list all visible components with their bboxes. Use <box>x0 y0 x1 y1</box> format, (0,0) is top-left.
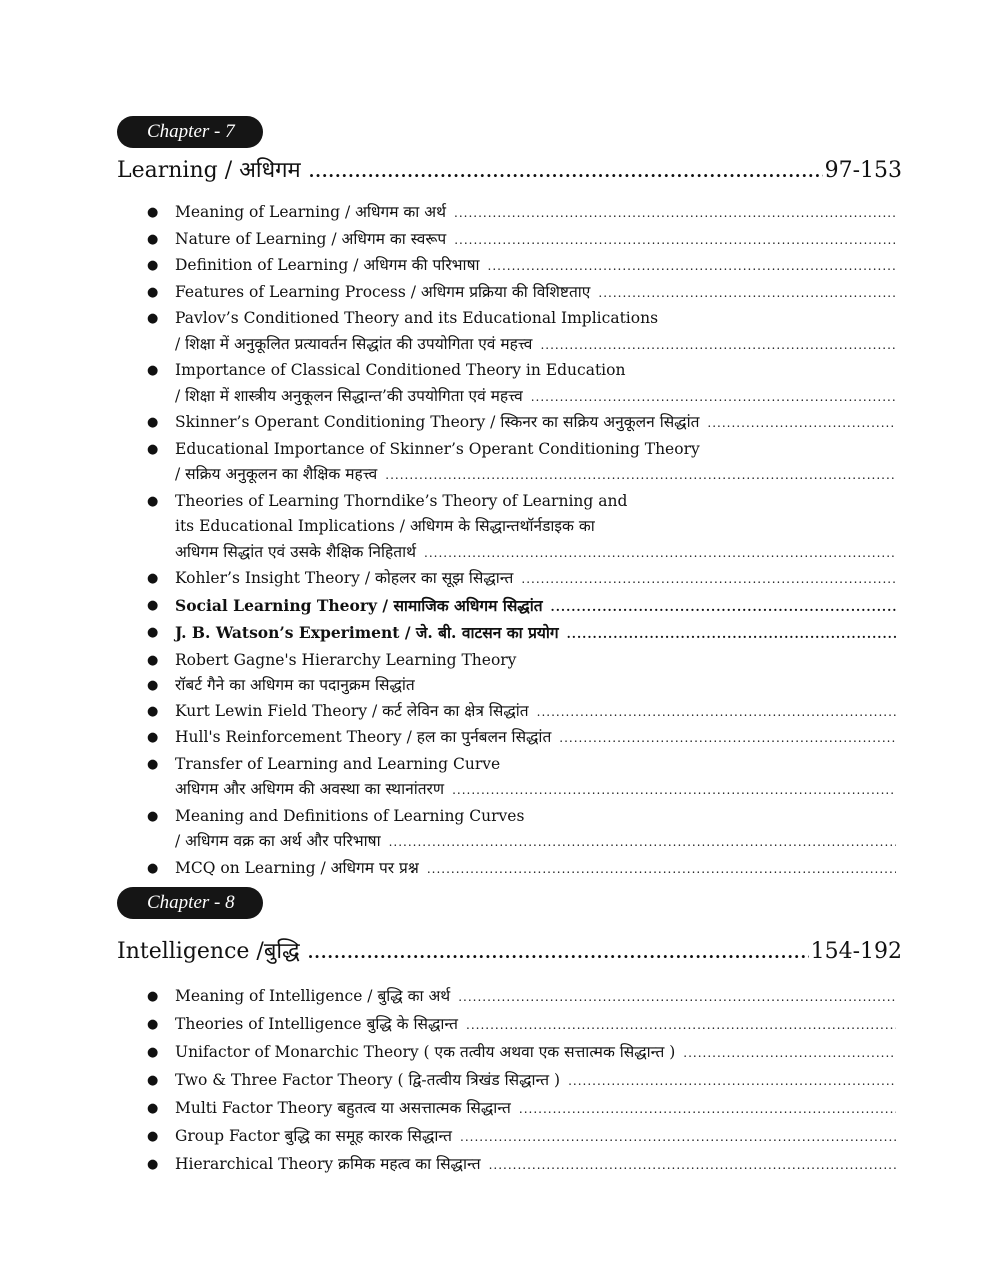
toc-entry-text: Features of Learning Process / अधिगम प्रक्रिया की विशिष्टताए <box>175 282 591 301</box>
toc-entry-text: Hierarchical Theory क्रमिक महत्व का सिद्धान्त <box>175 1155 481 1173</box>
chapter-badge: Chapter - 8 <box>117 887 263 919</box>
page-range: 97-153 <box>824 158 902 183</box>
bullet-icon: ● <box>147 808 159 824</box>
toc-entry-text: Group Factor बुद्धि का समूह कारक सिद्धान्त <box>175 1127 452 1145</box>
chapter-title-row[interactable] <box>117 935 902 965</box>
toc-entry[interactable] <box>117 673 902 699</box>
dot-leader <box>567 622 896 648</box>
chapter-title: Learning / अधिगम <box>117 158 301 183</box>
bullet-icon: ● <box>147 1129 159 1144</box>
dot-leader <box>521 567 896 593</box>
toc-entry-text: Meaning of Learning / अधिगम का अर्थ <box>175 203 446 221</box>
dot-leader <box>683 1040 896 1067</box>
toc-entry[interactable] <box>117 253 902 280</box>
toc-entry-text: Theories of Intelligence बुद्धि के सिद्धान्त <box>175 1015 458 1033</box>
dot-leader <box>540 333 896 359</box>
dot-leader <box>537 700 896 726</box>
dot-leader <box>389 830 896 856</box>
bullet-icon: ● <box>147 730 159 745</box>
bullet-icon: ● <box>147 1157 159 1172</box>
bullet-icon: ● <box>147 571 159 586</box>
dot-leader <box>488 254 896 280</box>
toc-entry[interactable] <box>117 752 902 804</box>
dot-leader <box>385 463 896 489</box>
toc-entry[interactable] <box>117 227 902 254</box>
toc-entry-text: its Educational Implications / अधिगम के सिद्धान्तथॉर्नडाइक का <box>175 517 595 535</box>
dot-leader <box>598 281 896 307</box>
topic-list <box>117 200 902 882</box>
bullet-icon: ● <box>147 231 159 247</box>
toc-entry-text: / अधिगम वक्र का अर्थ और परिभाषा <box>175 832 381 850</box>
toc-entry[interactable] <box>117 1067 902 1095</box>
dot-leader <box>559 726 896 752</box>
bullet-icon: ● <box>147 441 159 457</box>
dot-leader <box>458 984 896 1011</box>
toc-entry-text: Educational Importance of Skinner’s Operant Conditioning Theory <box>175 439 700 458</box>
toc-entry[interactable] <box>117 566 902 593</box>
bullet-icon: ● <box>147 363 159 378</box>
toc-entry[interactable] <box>117 489 902 567</box>
dot-leader <box>551 595 896 621</box>
toc-entry-text: J. B. Watson’s Experiment / जे. बी. वाटसन का प्रयोग <box>175 623 559 642</box>
toc-entry-text: Hull's Reinforcement Theory / हल का पुर्नबलन सिद्धांत <box>175 728 552 746</box>
toc-entry[interactable] <box>117 620 902 648</box>
toc-entry-text: Unifactor of Monarchic Theory ( एक तत्वीय अथवा एक सत्तात्मक सिद्धान्त ) <box>175 1043 676 1061</box>
toc-entry-text: रॉबर्ट गैने का अधिगम का पदानुक्रम सिद्धांत <box>175 676 415 694</box>
dot-leader <box>309 162 823 181</box>
chapter-8-section <box>117 887 902 1179</box>
chapter-badge: Chapter - 7 <box>117 116 263 148</box>
toc-entry[interactable] <box>117 437 902 489</box>
bullet-icon: ● <box>147 258 159 273</box>
dot-leader <box>454 201 896 227</box>
bullet-icon: ● <box>147 1017 159 1032</box>
dot-leader <box>308 943 809 962</box>
bullet-icon: ● <box>147 1045 159 1060</box>
toc-entry-text: अधिगम और अधिगम की अवस्था का स्थानांतरण <box>175 780 445 798</box>
dot-leader <box>454 228 896 254</box>
toc-entry-text: / शिक्षा में शास्त्रीय अनुकूलन सिद्धान्त’की उपयोगिता एवं महत्त्व <box>175 386 523 405</box>
bullet-icon: ● <box>147 756 159 772</box>
bullet-icon: ● <box>147 703 159 719</box>
dot-leader <box>466 1012 896 1039</box>
dot-leader <box>531 385 896 411</box>
toc-entry-text: Social Learning Theory / सामाजिक अधिगम सिद्धांत <box>175 595 543 615</box>
toc-entry-text: Definition of Learning / अधिगम की परिभाषा <box>175 256 480 274</box>
bullet-icon: ● <box>147 597 159 613</box>
toc-entry-text: Meaning and Definitions of Learning Curves <box>175 806 525 825</box>
toc-entry[interactable] <box>117 983 902 1011</box>
dot-leader <box>489 1152 896 1179</box>
bullet-icon: ● <box>147 493 159 509</box>
toc-entry[interactable] <box>117 725 902 752</box>
bullet-icon: ● <box>147 205 159 220</box>
toc-entry[interactable] <box>117 1095 902 1123</box>
toc-entry[interactable] <box>117 593 902 621</box>
chapter-title: Intelligence /बुद्धि <box>117 939 300 964</box>
bullet-icon: ● <box>147 415 159 430</box>
bullet-icon: ● <box>147 1073 159 1088</box>
dot-leader <box>568 1068 896 1095</box>
dot-leader <box>519 1096 896 1123</box>
toc-entry-text: / सक्रिय अनुकूलन का शैक्षिक महत्त्व <box>175 465 378 483</box>
toc-entry-text: Meaning of Intelligence / बुद्धि का अर्थ <box>175 987 451 1005</box>
toc-entry[interactable] <box>117 358 902 410</box>
dot-leader <box>424 541 896 567</box>
toc-entry[interactable] <box>117 280 902 307</box>
chapter-7-section <box>117 116 902 882</box>
bullet-icon: ● <box>147 311 159 326</box>
toc-entry[interactable] <box>117 804 902 856</box>
toc-entry-text: Nature of Learning / अधिगम का स्वरूप <box>175 229 447 248</box>
toc-entry[interactable] <box>117 856 902 883</box>
toc-entry[interactable] <box>117 1011 902 1039</box>
bullet-icon: ● <box>147 1101 159 1116</box>
toc-entry-text: Kohler’s Insight Theory / कोहलर का सूझ सिद्धान्त <box>175 569 514 587</box>
toc-entry-text: MCQ on Learning / अधिगम पर प्रश्न <box>175 858 419 877</box>
bullet-icon: ● <box>147 652 159 668</box>
toc-entry-text: Robert Gagne's Hierarchy Learning Theory <box>175 650 517 669</box>
bullet-icon: ● <box>147 284 159 300</box>
toc-entry[interactable] <box>117 200 902 227</box>
toc-entry-text: Skinner’s Operant Conditioning Theory / स्किनर का सक्रिय अनुकूलन सिद्धांत <box>175 413 700 431</box>
toc-entry-text: Theories of Learning Thorndike’s Theory of Learning and <box>175 491 628 510</box>
topic-list <box>117 983 902 1179</box>
dot-leader <box>460 1124 896 1151</box>
dot-leader <box>427 857 896 883</box>
chapter-title-row[interactable] <box>117 154 902 184</box>
bullet-icon: ● <box>147 678 159 693</box>
toc-entry[interactable] <box>117 699 902 726</box>
toc-entry[interactable] <box>117 648 902 674</box>
toc-entry-text: Multi Factor Theory बहुतत्व या असत्तात्मक सिद्धान्त <box>175 1099 511 1117</box>
toc-entry-text: / शिक्षा में अनुकूलित प्रत्यावर्तन सिद्धांत की उपयोगिता एवं महत्त्व <box>175 334 533 353</box>
toc-entry[interactable] <box>117 410 902 437</box>
toc-entry-text: अधिगम सिद्धांत एवं उसके शैक्षिक निहितार्थ <box>175 542 417 561</box>
toc-entry-text: Transfer of Learning and Learning Curve <box>175 754 501 773</box>
dot-leader <box>707 411 896 437</box>
toc-entry[interactable] <box>117 306 902 358</box>
toc-entry-text: Kurt Lewin Field Theory / कर्ट लेविन का क्षेत्र सिद्धांत <box>175 701 529 720</box>
toc-entry[interactable] <box>117 1151 902 1179</box>
bullet-icon: ● <box>147 989 159 1004</box>
dot-leader <box>452 778 896 804</box>
toc-entry-text: Two & Three Factor Theory ( द्वि-तत्वीय त्रिखंड सिद्धान्त ) <box>175 1071 561 1089</box>
toc-entry-text: Importance of Classical Conditioned Theory in Education <box>175 361 626 379</box>
toc-entry[interactable] <box>117 1123 902 1151</box>
toc-entry[interactable] <box>117 1039 902 1067</box>
toc-entry-text: Pavlov’s Conditioned Theory and its Educational Implications <box>175 309 659 327</box>
bullet-icon: ● <box>147 625 159 640</box>
page-range: 154-192 <box>810 939 902 964</box>
bullet-icon: ● <box>147 860 159 876</box>
